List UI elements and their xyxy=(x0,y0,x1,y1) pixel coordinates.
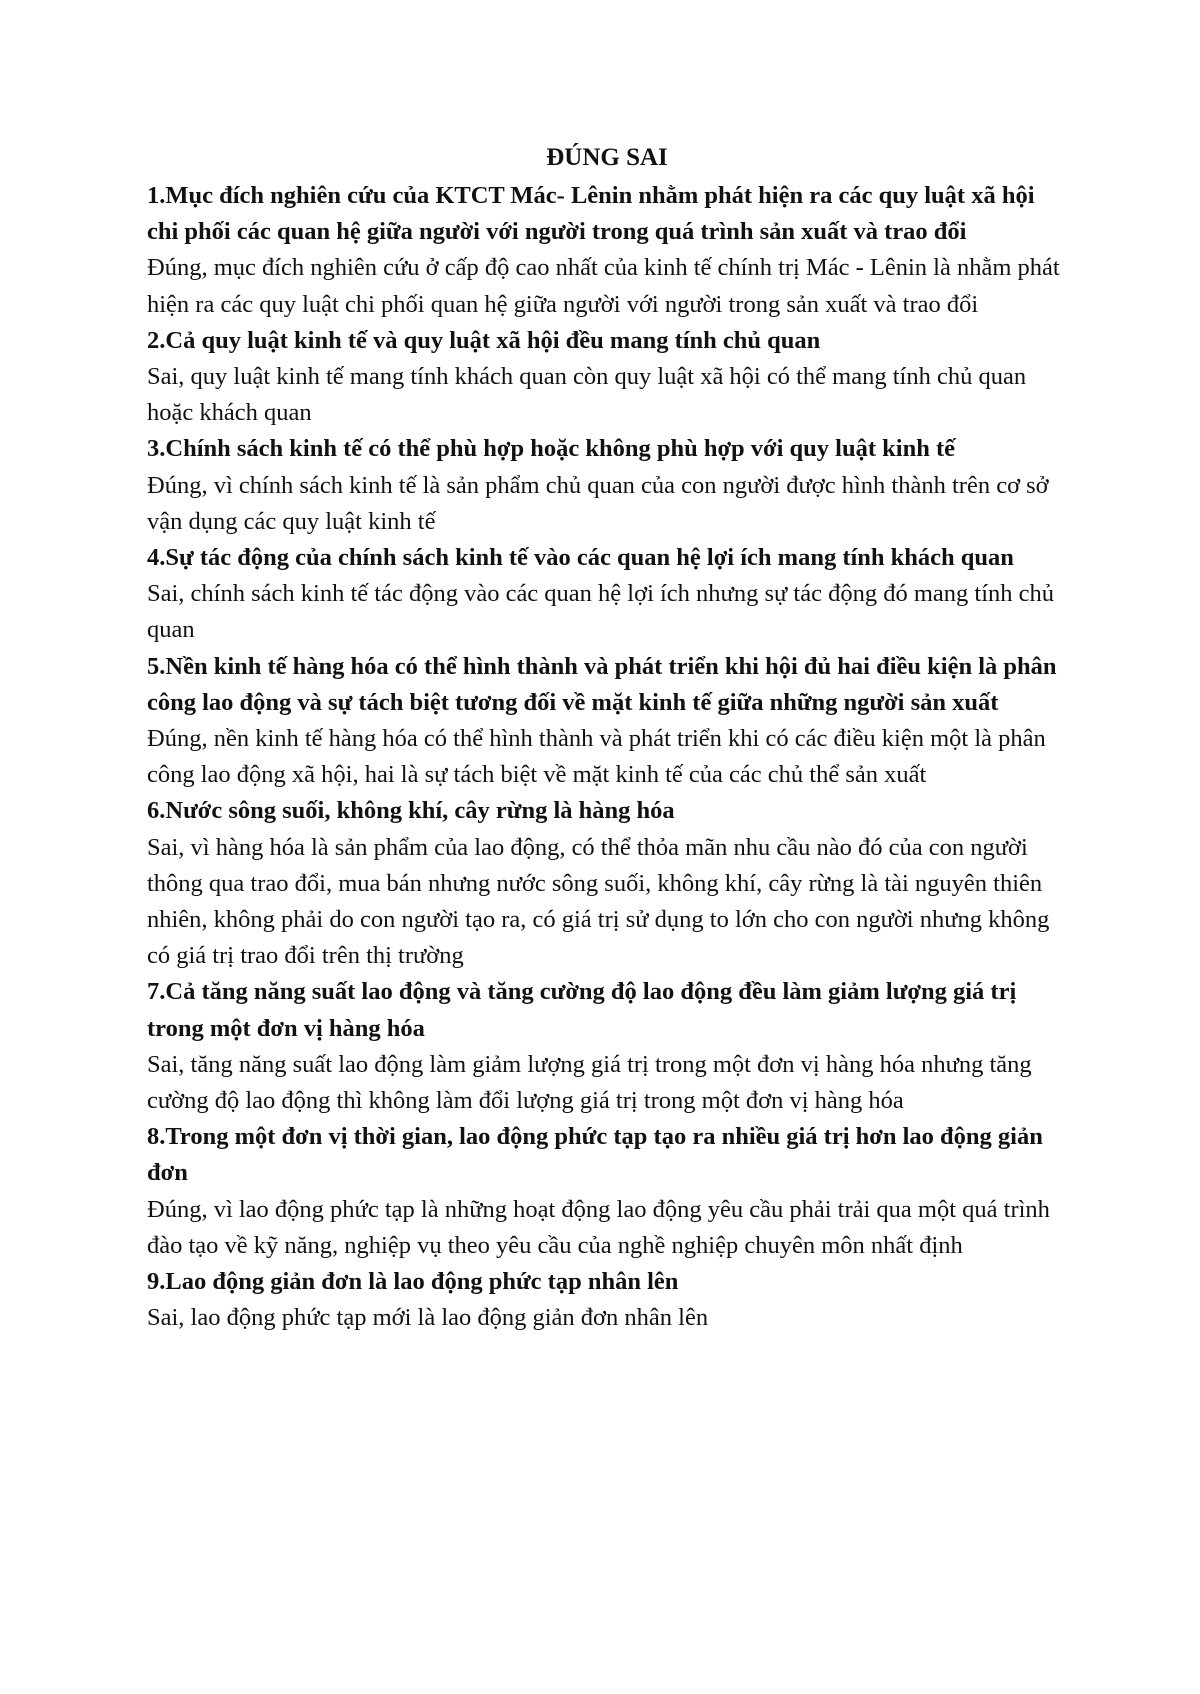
question-8: 8.Trong một đơn vị thời gian, lao động phức tạp tạo ra nhiều giá trị hơn lao động giản đơn xyxy=(147,1123,1043,1187)
qa-item-4 xyxy=(147,540,1067,649)
qa-item-2 xyxy=(147,323,1067,432)
answer-2: Sai, quy luật kinh tế mang tính khách quan còn quy luật xã hội có thể mang tính chủ quan hoặc khách quan xyxy=(147,363,1027,427)
answer-6: Sai, vì hàng hóa là sản phẩm của lao động, có thể thỏa mãn nhu cầu nào đó của con người thông qua trao đổi, mua bán nhưng nước sông suối, không khí, cây rừng là tài nguyên thiên nhiên, không phải do con người tạo ra, có giá trị sử dụng to lớn cho con người nhưng không có giá trị trao đổi trên thị trường xyxy=(147,833,1050,970)
qa-item-1 xyxy=(147,178,1067,323)
question-6: 6.Nước sông suối, không khí, cây rừng là hàng hóa xyxy=(147,797,675,825)
qa-item-3 xyxy=(147,431,1067,540)
qa-item-6 xyxy=(147,793,1067,974)
qa-item-5 xyxy=(147,649,1067,794)
question-5: 5.Nền kinh tế hàng hóa có thể hình thành và phát triển khi hội đủ hai điều kiện là phân công lao động và sự tách biệt tương đối về mặt kinh tế giữa những người sản xuất xyxy=(147,652,1057,716)
question-9: 9.Lao động giản đơn là lao động phức tạp nhân lên xyxy=(147,1268,679,1296)
question-4: 4.Sự tác động của chính sách kinh tế vào các quan hệ lợi ích mang tính khách quan xyxy=(147,544,1014,572)
answer-5: Đúng, nền kinh tế hàng hóa có thể hình thành và phát triển khi có các điều kiện một là phân công lao động xã hội, hai là sự tách biệt về mặt kinh tế của các chủ thể sản xuất xyxy=(147,725,1046,789)
answer-8: Đúng, vì lao động phức tạp là những hoạt động lao động yêu cầu phải trải qua một quá trình đào tạo về kỹ năng, nghiệp vụ theo yêu cầu của nghề nghiệp chuyên môn nhất định xyxy=(147,1195,1050,1259)
answer-4: Sai, chính sách kinh tế tác động vào các quan hệ lợi ích nhưng sự tác động đó mang tính chủ quan xyxy=(147,580,1055,644)
question-2: 2.Cả quy luật kinh tế và quy luật xã hội đều mang tính chủ quan xyxy=(147,326,821,354)
qa-item-9 xyxy=(147,1264,1067,1336)
answer-3: Đúng, vì chính sách kinh tế là sản phẩm chủ quan của con người được hình thành trên cơ sở vận dụng các quy luật kinh tế xyxy=(147,471,1049,535)
document-title: ĐÚNG SAI xyxy=(546,144,668,171)
question-1: 1.Mục đích nghiên cứu của KTCT Mác- Lênin nhằm phát hiện ra các quy luật xã hội chi phối các quan hệ giữa người với người trong quá trình sản xuất và trao đổi xyxy=(147,182,1035,246)
answer-1: Đúng, mục đích nghiên cứu ở cấp độ cao nhất của kinh tế chính trị Mác - Lênin là nhằm phát hiện ra các quy luật chi phối quan hệ giữa người với người trong sản xuất và trao đổi xyxy=(147,254,1060,318)
answer-7: Sai, tăng năng suất lao động làm giảm lượng giá trị trong một đơn vị hàng hóa nhưng tăng cường độ lao động thì không làm đổi lượng giá trị trong một đơn vị hàng hóa xyxy=(147,1050,1032,1115)
qa-item-7 xyxy=(147,974,1067,1119)
document-page xyxy=(147,140,1067,1337)
answer-9: Sai, lao động phức tạp mới là lao động giản đơn nhân lên xyxy=(147,1304,709,1332)
qa-item-8 xyxy=(147,1119,1067,1264)
question-7: 7.Cả tăng năng suất lao động và tăng cường độ lao động đều làm giảm lượng giá trị trong một đơn vị hàng hóa xyxy=(147,978,1017,1042)
question-3: 3.Chính sách kinh tế có thể phù hợp hoặc không phù hợp với quy luật kinh tế xyxy=(147,435,955,463)
